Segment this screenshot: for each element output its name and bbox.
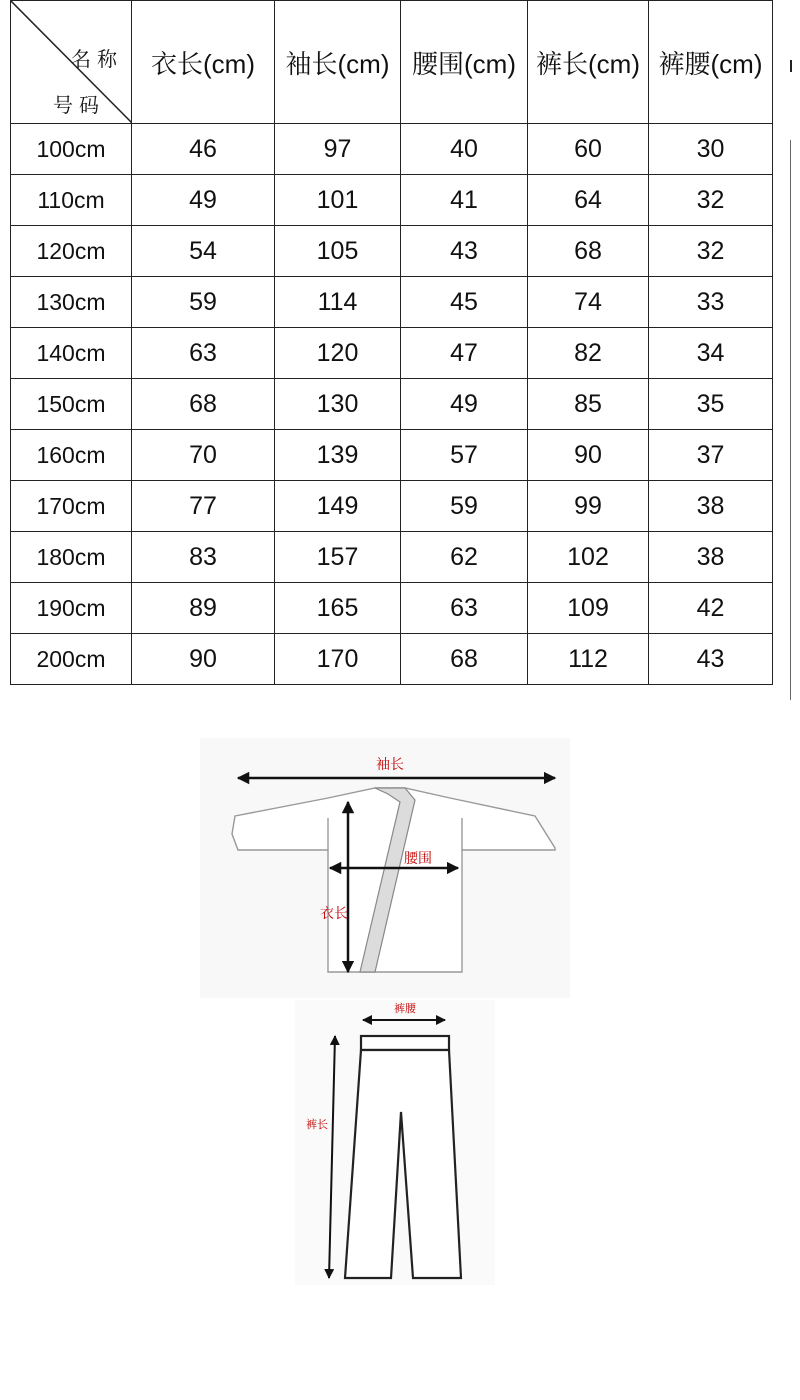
- pants-outline: [345, 1036, 461, 1278]
- pants-waist-cell: 42: [649, 583, 773, 634]
- size-row: [11, 277, 773, 328]
- size-row: [11, 328, 773, 379]
- pants-length-label: 裤长: [306, 1118, 328, 1131]
- corner-column-label: 名称: [71, 49, 123, 71]
- header-pants-length: 裤长(cm): [528, 1, 649, 124]
- waist-cell: 43: [401, 226, 528, 277]
- size-row: [11, 124, 773, 175]
- pants-waist-cell: 33: [649, 277, 773, 328]
- pants-length-cell: 60: [528, 124, 649, 175]
- size-cell: 170cm: [11, 481, 132, 532]
- waist-cell: 40: [401, 124, 528, 175]
- waist-cell: 62: [401, 532, 528, 583]
- size-chart-table: [10, 0, 773, 685]
- jacket-length-cell: 77: [132, 481, 275, 532]
- waist-cell: 59: [401, 481, 528, 532]
- waistband-label: 裤腰: [394, 1002, 416, 1015]
- size-row: [11, 583, 773, 634]
- pants-waist-cell: 34: [649, 328, 773, 379]
- waist-cell: 47: [401, 328, 528, 379]
- jacket-length-cell: 46: [132, 124, 275, 175]
- pants-length-arrow: [329, 1036, 335, 1278]
- pants-length-cell: 102: [528, 532, 649, 583]
- pants-length-cell: 85: [528, 379, 649, 430]
- jacket-length-label: 衣长: [320, 906, 348, 922]
- jacket-length-cell: 68: [132, 379, 275, 430]
- pants-length-cell: 64: [528, 175, 649, 226]
- jacket-length-cell: 83: [132, 532, 275, 583]
- pants-waist-cell: 38: [649, 532, 773, 583]
- pants-length-cell: 74: [528, 277, 649, 328]
- pants-waist-cell: 35: [649, 379, 773, 430]
- header-pants-waist: 裤腰(cm): [649, 1, 773, 124]
- sleeve-length-cell: 165: [275, 583, 401, 634]
- waist-cell: 57: [401, 430, 528, 481]
- size-cell: 100cm: [11, 124, 132, 175]
- size-row: [11, 175, 773, 226]
- sleeve-length-cell: 120: [275, 328, 401, 379]
- pants-length-cell: 68: [528, 226, 649, 277]
- header-waist: 腰围(cm): [401, 1, 528, 124]
- sleeve-length-cell: 130: [275, 379, 401, 430]
- size-cell: 180cm: [11, 532, 132, 583]
- waist-cell: 41: [401, 175, 528, 226]
- size-cell: 150cm: [11, 379, 132, 430]
- jacket-length-cell: 89: [132, 583, 275, 634]
- jacket-measurement-diagram: [200, 738, 570, 998]
- pants-waist-cell: 38: [649, 481, 773, 532]
- corner-header-cell: [11, 1, 132, 124]
- waist-cell: 68: [401, 634, 528, 685]
- sleeve-length-cell: 97: [275, 124, 401, 175]
- waist-label: 腰围: [404, 851, 432, 867]
- size-cell: 120cm: [11, 226, 132, 277]
- size-cell: 110cm: [11, 175, 132, 226]
- jacket-length-cell: 70: [132, 430, 275, 481]
- pants-length-cell: 90: [528, 430, 649, 481]
- header-jacket-length: 衣长(cm): [132, 1, 275, 124]
- size-cell: 160cm: [11, 430, 132, 481]
- pants-length-cell: 82: [528, 328, 649, 379]
- waist-cell: 45: [401, 277, 528, 328]
- size-row: [11, 481, 773, 532]
- header-row: [11, 1, 773, 124]
- pants-waist-cell: 32: [649, 175, 773, 226]
- jacket-length-cell: 63: [132, 328, 275, 379]
- table-edge-tick: [790, 60, 792, 72]
- sleeve-length-cell: 114: [275, 277, 401, 328]
- pants-waist-cell: 32: [649, 226, 773, 277]
- pants-length-cell: 109: [528, 583, 649, 634]
- pants-length-cell: 99: [528, 481, 649, 532]
- sleeve-length-cell: 170: [275, 634, 401, 685]
- sleeve-length-cell: 157: [275, 532, 401, 583]
- jacket-length-cell: 59: [132, 277, 275, 328]
- size-cell: 200cm: [11, 634, 132, 685]
- size-cell: 140cm: [11, 328, 132, 379]
- sleeve-length-cell: 101: [275, 175, 401, 226]
- size-row: [11, 226, 773, 277]
- size-row: [11, 634, 773, 685]
- size-cell: 130cm: [11, 277, 132, 328]
- pants-length-cell: 112: [528, 634, 649, 685]
- size-row: [11, 379, 773, 430]
- sleeve-length-cell: 105: [275, 226, 401, 277]
- table-edge-line: [790, 140, 791, 700]
- waist-cell: 63: [401, 583, 528, 634]
- pants-waist-cell: 37: [649, 430, 773, 481]
- waist-cell: 49: [401, 379, 528, 430]
- pants-waist-cell: 43: [649, 634, 773, 685]
- pants-waist-cell: 30: [649, 124, 773, 175]
- size-chart-body: [11, 124, 773, 685]
- sleeve-length-label: 袖长: [376, 757, 404, 773]
- corner-row-label: 号码: [53, 95, 105, 117]
- jacket-length-cell: 90: [132, 634, 275, 685]
- jacket-length-cell: 49: [132, 175, 275, 226]
- pants-measurement-diagram: [295, 1000, 495, 1285]
- size-row: [11, 532, 773, 583]
- jacket-length-cell: 54: [132, 226, 275, 277]
- size-cell: 190cm: [11, 583, 132, 634]
- sleeve-length-cell: 139: [275, 430, 401, 481]
- header-sleeve-length: 袖长(cm): [275, 1, 401, 124]
- size-row: [11, 430, 773, 481]
- sleeve-length-cell: 149: [275, 481, 401, 532]
